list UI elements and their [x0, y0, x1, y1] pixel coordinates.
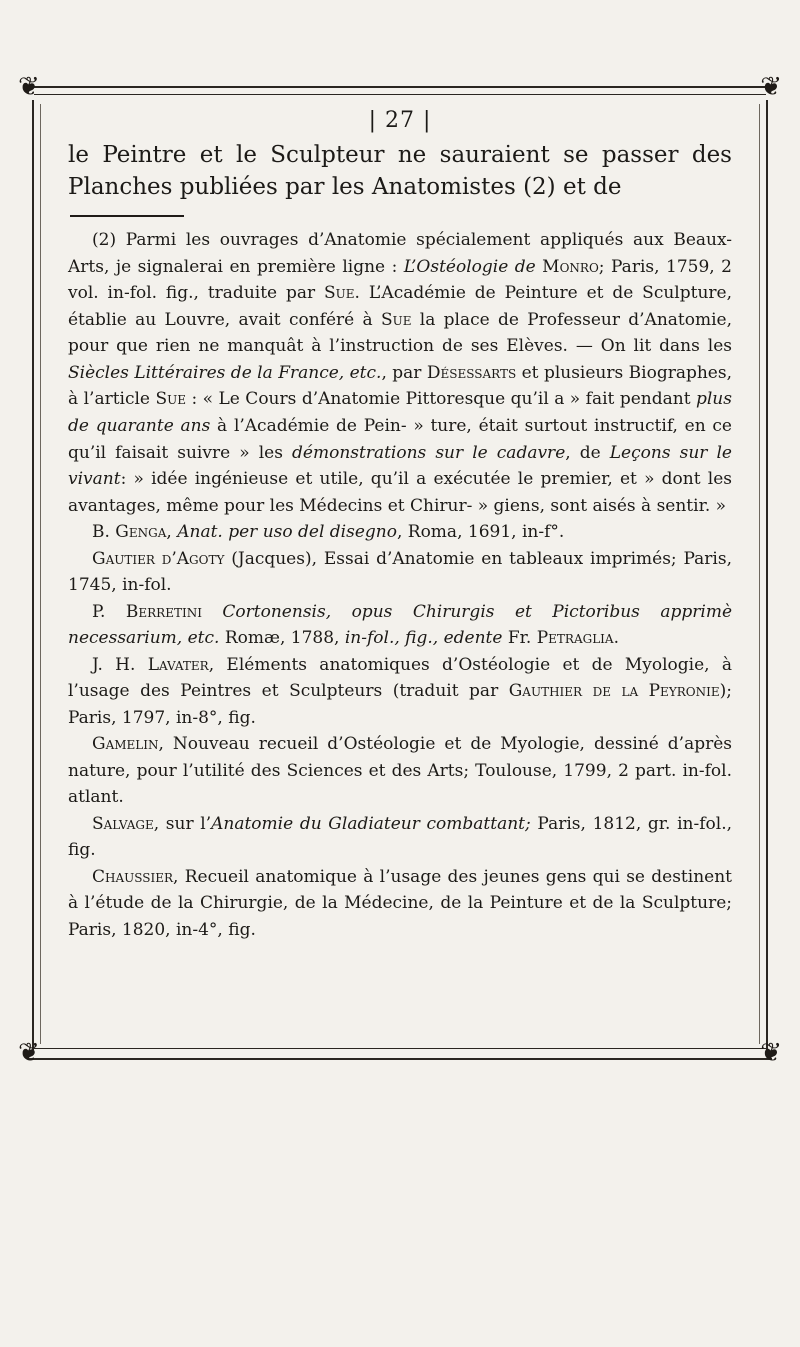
corner-ornament-icon: ❦ — [760, 72, 782, 102]
bibliography-entry: Gautier d’Agoty (Jacques), Essai d’Anatomie en tableaux imprimés; Paris, 1745, in-fol. — [68, 548, 732, 596]
footnote-separator — [70, 215, 184, 217]
bibliography-entry: P. Berretini Cortonensis, opus Chirurgis et Pictoribus apprimè necessarium, etc. Romæ, 1788, in-fol., fig., edente Fr. Petraglia. — [68, 601, 733, 649]
page-number: | 27 | — [368, 108, 432, 133]
frame-bottom-rule — [28, 1058, 772, 1060]
main-text: le Peintre et le Sculpteur ne sauraient se passer des Planches publiées par les Anatomistes (2) et de — [68, 142, 732, 201]
frame-left-inner-rule — [40, 104, 41, 1044]
corner-ornament-icon: ❦ — [18, 1038, 40, 1068]
frame-right-inner-rule — [759, 104, 760, 1044]
bibliography-entry: J. H. Lavater, Eléments anatomiques d’Ostéologie et de Myologie, à l’usage des Peintres et Sculpteurs (traduit par Gauthier de la Peyronie); Paris, 1797, in-8°, fig. — [68, 654, 732, 728]
frame-left-rule — [32, 100, 34, 1050]
bibliography-entry: Salvage, sur l’Anatomie du Gladiateur combattant; Paris, 1812, gr. in-fol., fig. — [68, 813, 733, 861]
frame-top-rule — [28, 86, 772, 88]
frame-right-rule — [766, 100, 768, 1050]
corner-ornament-icon: ❦ — [760, 1038, 782, 1068]
bibliography-entry: Chaussier, Recueil anatomique à l’usage des jeunes gens qui se destinent à l’étude de la Chirurgie, de la Médecine, de la Peinture et de la Sculpture; Paris, 1820, in-4°, fig. — [68, 866, 732, 940]
bibliography-entry: Gamelin, Nouveau recueil d’Ostéologie et de Myologie, dessiné d’après nature, pour l’utilité des Sciences et des Arts; Toulouse, 1799, 2 part. in-fol. atlant. — [68, 734, 732, 808]
frame-top-inner-rule — [34, 94, 766, 95]
frame-bottom-inner-rule — [34, 1048, 766, 1049]
corner-ornament-icon: ❦ — [18, 72, 40, 102]
footnote-paragraph: (2) Parmi les ouvrages d’Anatomie spécialement appliqués aux Beaux-Arts, je signalerai en première ligne : L’Ostéologie de Monro; Paris, 1759, 2 vol. in-fol. fig., traduite par Sue. L’Académie de Peinture et de Sculpture, établie au Louvre, avait conféré à Sue la place de Professeur d’Anatomie, pour que rien ne manquât à l’instruction de ses Elèves. — On lit dans les Siècles Littéraires de la France, etc., par Désessarts et plusieurs Biographes, à l’article Sue : « Le Cours d’Anatomie Pittoresque qu’il a » fait pendant plus de quarante ans à l’Académie de Pein- » ture, était surtout instructif, en ce qu’il faisait suivre » les démonstrations sur le cadavre, de Leçons sur le vivant: » idée ingénieuse et utile, qu’il a exécutée le premier, et » dont les avantages, même pour les Médecins et Chirur- » giens, sont aisés à sentir. » — [68, 230, 732, 516]
page-content — [68, 108, 732, 943]
bibliography-entry: B. Genga, Anat. per uso del disegno, Roma, 1691, in-f°. — [92, 522, 565, 543]
footnotes — [68, 227, 732, 943]
